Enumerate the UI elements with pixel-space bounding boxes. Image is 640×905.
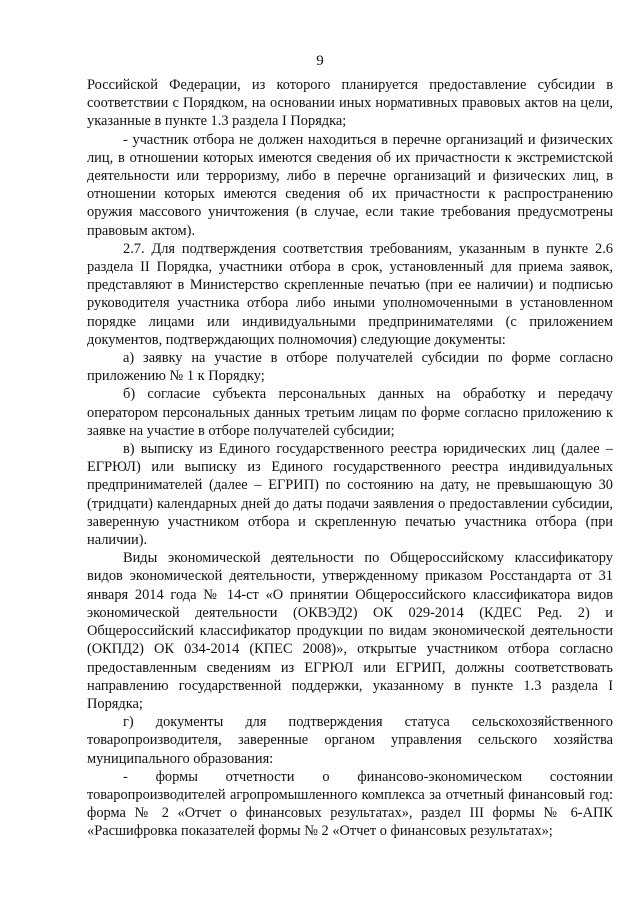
paragraph-continuation: Российской Федерации, из которого планируется предоставление субсидии в соответствии с Порядком, на основании иных нормативных правовых актов на цели, указанные в пункте 1.3 раздела I Порядка; [87,77,613,130]
page-number: 9 [316,53,324,69]
paragraph-activity-types: Виды экономической деятельности по Общероссийскому классификатору видов экономической деятельности, утвержденному приказом Росстандарта от 31 января 2014 года № 14-ст «О принятии Общероссийского классификатора видов экономической деятельности (ОКВЭД2) ОК 029-2014 (КДЕС Ред. 2) и Общероссийский классификатор продукции по видам экономической деятельности (ОКПД2) ОК 034-2014 (КПЕС 2008)», открытые участником отбора согласно предоставленным сведениям из ЕГРЮЛ или ЕГРИП, должны соответствовать направлению государственной поддержки, указанному в пункте 1.3 раздела I Порядка; [87,550,613,712]
paragraph-reporting-forms: - формы отчетности о финансово-экономическом состоянии товаропроизводителей агропромышленного комплекса за отчетный финансовый год: форма № 2 «Отчет о финансовых результатах», раздел III формы № 6-АПК «Расшифровка показателей формы № 2 «Отчет о финансовых результатах»; [87,768,613,840]
paragraph-item-v: в) выписку из Единого государственного реестра юридических лиц (далее – ЕГРЮЛ) или выписку из Единого государственного реестра индивидуальных предпринимателей (далее – ЕГРИП) по состоянию на дату, не превышающую 30 (тридцати) календарных дней до даты подачи заявления о предоставлении субсидии, заверенную участником отбора и скрепленную печатью участника отбора (при наличии). [87,441,613,549]
document-body [87,76,613,841]
paragraph-item-a: а) заявку на участие в отборе получателей субсидии по форме согласно приложению № 1 к Порядку; [87,350,613,385]
paragraph-item-b: б) согласие субъекта персональных данных на обработку и передачу оператором персональных данных третьим лицам по форме согласно приложению к заявке на участие в отборе получателей субсидии; [87,386,613,439]
paragraph-item-g: г) документы для подтверждения статуса сельскохозяйственного товаропроизводителя, заверенные органом управления сельского хозяйства муниципального образования: [87,714,613,767]
paragraph-2-7: 2.7. Для подтверждения соответствия требованиям, указанным в пункте 2.6 раздела II Порядка, участники отбора в срок, установленный для приема заявок, представляют в Министерство скрепленные печатью (при ее наличии) и подписью руководителя участника отбора либо иными уполномоченными в установленном порядке лицами или индивидуальными предпринимателями (с приложением документов, подтверждающих полномочия) следующие документы: [87,240,613,348]
paragraph-extremism-list: - участник отбора не должен находиться в перечне организаций и физических лиц, в отношении которых имеются сведения об их причастности к экстремистской деятельности или терроризму, либо в перечне организаций и физических лиц, в отношении которых имеются сведения об их причастности к распространению оружия массового уничтожения (в случае, если такие требования предусмотрены правовым актом). [87,131,613,239]
